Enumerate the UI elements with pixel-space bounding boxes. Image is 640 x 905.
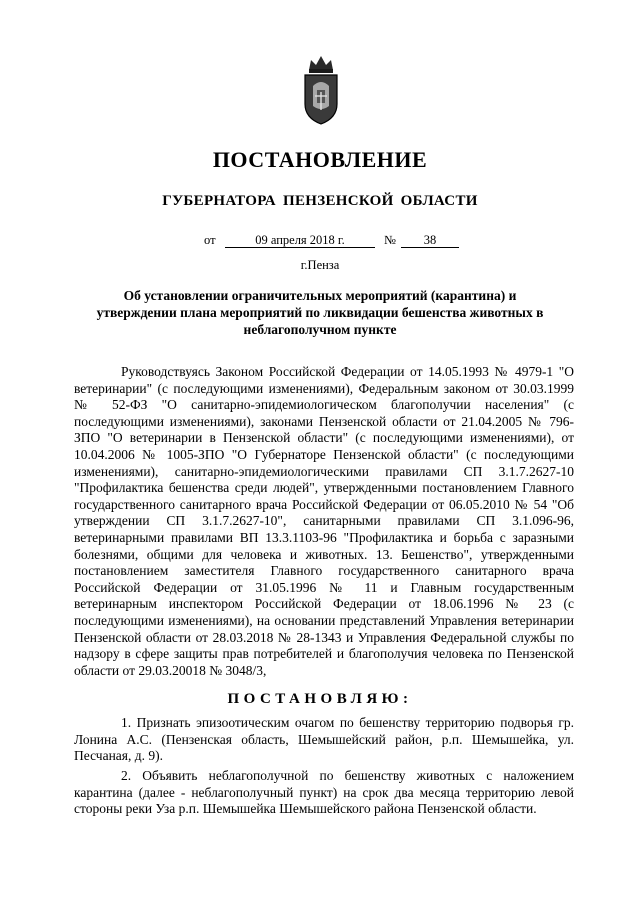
item-block-2 (74, 768, 574, 818)
date-number-line (204, 233, 474, 249)
issuer-subtitle: ГУБЕРНАТОРА ПЕНЗЕНСКОЙ ОБЛАСТИ (162, 193, 478, 209)
preamble-block (74, 364, 574, 679)
decree-item: 2. Объявить неблагополучной по бешенству животных с наложением карантина (далее - неблагополучный пункт) на срок два месяца территорию левой стороны реки Уза р.п. Шемышейка Шемышейского района Пензенской области. (74, 768, 574, 817)
decree-heading: ПОСТАНОВЛЯЮ: (227, 691, 413, 707)
document-date: 09 апреля 2018 г. (225, 233, 375, 248)
document-title: Об установлении ограничительных мероприятий (карантина) и утверждении плана мероприятий по ликвидации бешенства животных в неблагополучном пункте (96, 288, 544, 337)
date-prefix: от (204, 233, 216, 247)
item-block-1 (74, 715, 574, 765)
page-title: ПОСТАНОВЛЕНИЕ (212, 147, 428, 172)
document-number: 38 (401, 233, 459, 248)
preamble-paragraph: Руководствуясь Законом Российской Федерации от 14.05.1993 № 4979-1 "О ветеринарии" (с последующими изменениями), Федеральным законом от 30.03.1999 № 52-ФЗ "О санитарно-эпидемиологическом благополучии населения" (с последующими изменениями), законами Пензенской области от 21.04.2005 № 796-ЗПО "О ветеринарии в Пензенской области" (с последующими изменениями), от 10.04.2006 № 1005-ЗПО "О Губернаторе Пензенской области" (с последующими изменениями), санитарно-эпидемиологическими правилами СП 3.1.7.2627-10 "Профилактика бешенства среди людей", утвержденными постановлением Главного государственного санитарного врача Российской Федерации от 06.05.2010 № 54 "Об утверждении СП 3.1.7.2627-10", санитарными правилами СП 3.1.096-96, ветеринарными правилами ВП 13.3.1103-96 "Профилактика и борьба с заразными болезнями, общими для человека и животных. 13. Бешенство", утвержденными постановлением заместителя Главного государственного санитарного врача Российской Федерации от 31.05.1996 № 11 и Главным государственным ветеринарным инспектором Российской Федерации от 18.06.1996 № 23 (с последующими изменениями), на основании представлений Управления ветеринарии Пензенской области от 28.03.2018 № 28-1343 и Управления Федеральной службы по надзору в сфере защиты прав потребителей и благополучия человека по Пензенской области от 29.03.20018 № 3048/3, (74, 364, 574, 678)
number-prefix: № (384, 233, 396, 247)
coat-of-arms-emblem (299, 48, 343, 128)
city-name: г.Пенза (300, 258, 340, 272)
decree-item: 1. Признать эпизоотическим очагом по бешенству территорию подворья гр. Лонина А.С. (Пензенская область, Шемышейский район, р.п. Шемышейка, ул. Песчаная, д. 9). (74, 715, 574, 764)
